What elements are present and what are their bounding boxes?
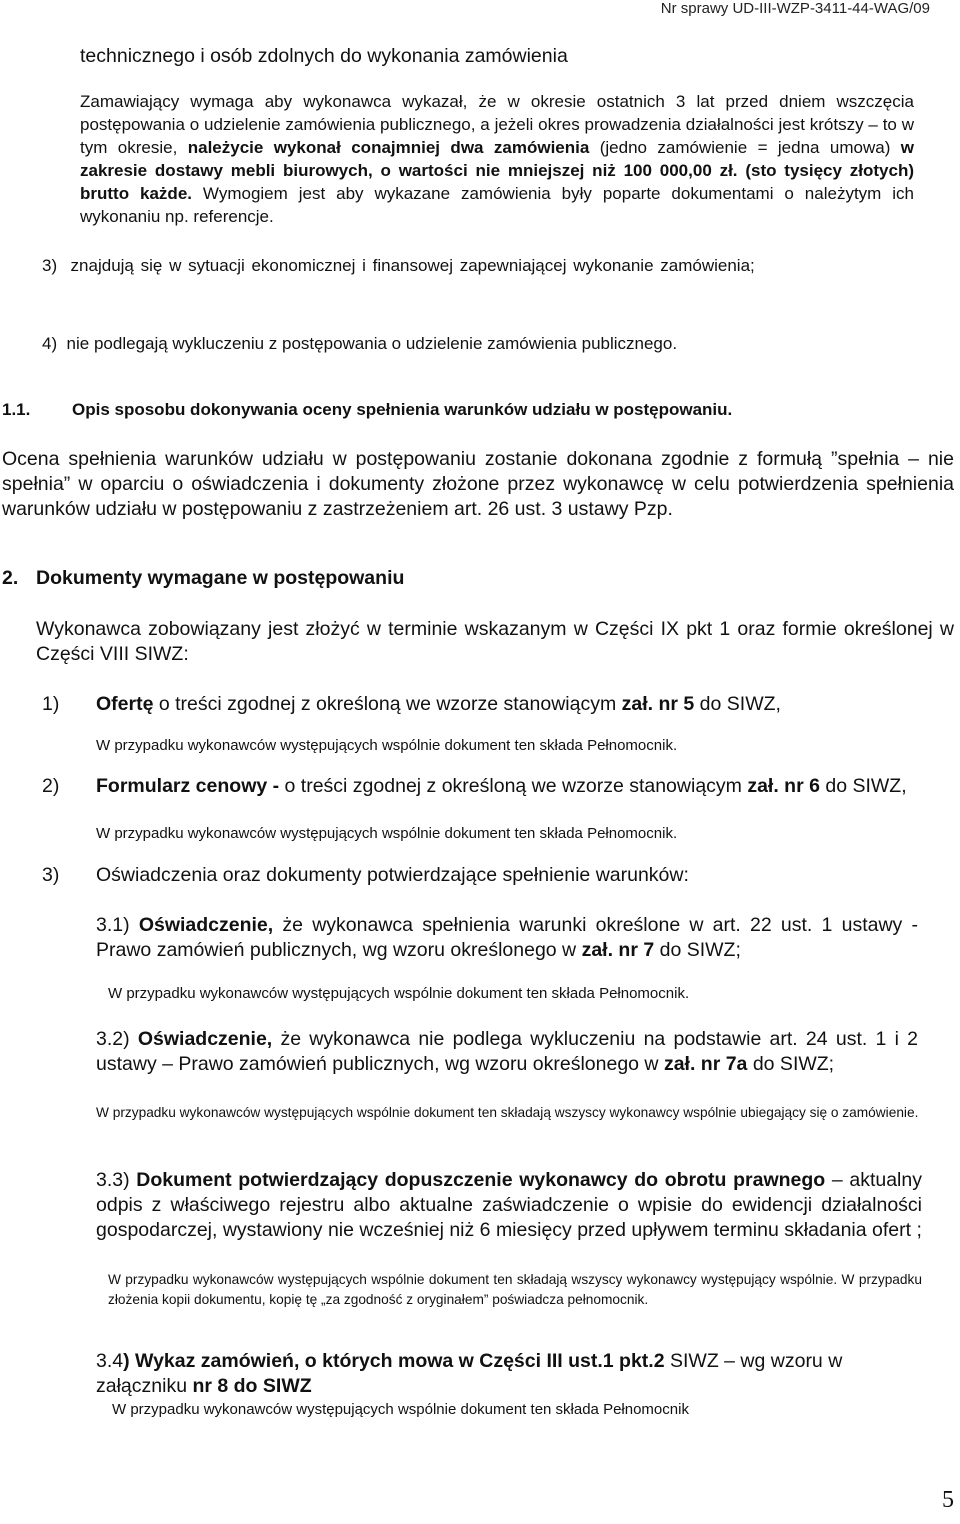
item-2-price-form	[96, 774, 926, 799]
subitem-3-2-bold: Oświadczenie,	[137, 1028, 273, 1050]
item-2-text: o treści zgodnej z określoną we wzorze stanowiącym	[279, 775, 748, 797]
subitem-3-2-text-end: do SIWZ;	[747, 1053, 835, 1075]
item-1-attachment: zał. nr 5	[621, 693, 695, 715]
item-1-note: W przypadku wykonawców występujących wspólnie dokument ten składa Pełnomocnik.	[96, 737, 678, 754]
evaluation-paragraph: Ocena spełnienia warunków udziału w postępowaniu zostanie dokonana zgodnie z formułą ”spełnia – nie spełnia” w oparciu o oświadczenia i dokumenty złożone przez wykonawcę w celu potwierdzenia spełnienia warunków udziału w postępowaniu z zastrzeżeniem art. 26 ust. 3 ustawy Pzp.	[2, 448, 954, 520]
condition-item-4: 4) nie podlegają wykluczeniu z postępowania o udzielenie zamówienia publicznego.	[42, 334, 678, 353]
documents-intro: Wykonawca zobowiązany jest złożyć w terminie wskazanym w Części IX pkt 1 oraz formie określonej w Części VIII SIWZ:	[36, 618, 954, 665]
subitem-3-4	[96, 1349, 922, 1399]
subitem-3-1-number: 3.1)	[96, 914, 130, 936]
subitem-3-1-bold: Oświadczenie,	[138, 914, 274, 936]
case-number-header: Nr sprawy UD-III-WZP-3411-44-WAG/09	[660, 0, 930, 17]
condition-item-3: 3) znajdują się w sytuacji ekonomicznej i finansowej zapewniającej wykonanie zamówienia;	[42, 256, 755, 275]
subitem-3-1-text-end: do SIWZ;	[654, 939, 741, 961]
subitem-3-2	[96, 1027, 918, 1077]
item-2-number: 2)	[42, 775, 60, 797]
para-text-1: Zamawiający wymaga aby wykonawca wykazał, że w okresie ostatnich 3 lat przed dniem wszczęcia postępowania o udzielenie zamówienia publicznego, a jeżeli okres prowadzenia działalności jest krótszy – to w tym okresie,	[80, 92, 914, 157]
subitem-3-2-attachment: zał. nr 7a	[663, 1053, 748, 1075]
section-1-1-title: Opis sposobu dokonywania oceny spełnienia warunków udziału w postępowaniu.	[72, 400, 733, 419]
para-text-2: (jedno zamówienie = jedna umowa)	[589, 138, 901, 157]
item-3-number: 3)	[42, 864, 60, 886]
subitem-3-4-attachment: nr 8 do SIWZ	[192, 1375, 312, 1397]
subitem-3-2-text: że wykonawca nie podlega wykluczeniu na podstawie art. 24 ust. 1 i 2 ustawy – Prawo zamówień publicznych, wg wzoru określonego w	[96, 1028, 918, 1075]
subitem-3-3-text: – aktualny odpis z właściwego rejestru albo aktualne zaświadczenie o wpisie do ewidencji działalności gospodarczej, wystawiony nie wcześniej niż 6 miesięcy przed upływem terminu składania ofert ;	[96, 1169, 922, 1241]
item-2-bold: Formularz cenowy -	[96, 775, 280, 797]
item-3-text: Oświadczenia oraz dokumenty potwierdzające spełnienie warunków:	[96, 864, 689, 886]
para-bold-1: należycie wykonał conajmniej dwa zamówienia	[187, 138, 590, 157]
page-number: 5	[942, 1487, 954, 1513]
subitem-3-1-attachment: zał. nr 7	[581, 939, 655, 961]
item-1-number: 1)	[42, 693, 60, 715]
subitem-3-3-bold: Dokument potwierdzający dopuszczenie wykonawcy do obrotu prawnego	[136, 1169, 826, 1191]
para-text-3: Wymogiem jest aby wykazane zamówienia były poparte dokumentami o należytym ich wykonaniu np. referencje.	[80, 184, 914, 226]
subitem-3-1	[96, 913, 918, 963]
subitem-3-3-note: W przypadku wykonawców występujących wspólnie dokument ten składają wszyscy wykonawcy występujący wspólnie. W przypadku złożenia kopii dokumentu, kopię tę „za zgodność z oryginałem” poświadcza pełnomocnik.	[108, 1272, 922, 1307]
requirement-paragraph	[80, 90, 914, 228]
item-1-text: o treści zgodnej z określoną we wzorze stanowiącym	[153, 693, 622, 715]
item-1-text-end: do SIWZ,	[694, 693, 781, 715]
item-1-bold: Ofertę	[96, 693, 154, 715]
subitem-3-1-note: W przypadku wykonawców występujących wspólnie dokument ten składa Pełnomocnik.	[108, 985, 690, 1002]
item-2-text-end: do SIWZ,	[819, 775, 907, 797]
para-bold-2: w zakresie dostawy mebli biurowych, o wartości nie mniejszej niż 100 000,00 zł. (sto tysięcy złotych) brutto każde.	[80, 138, 915, 203]
item-2-note: W przypadku wykonawców występujących wspólnie dokument ten składa Pełnomocnik.	[96, 825, 678, 842]
section-2-title: Dokumenty wymagane w postępowaniu	[36, 567, 405, 589]
section-1-1-number: 1.1.	[2, 400, 31, 419]
heading-continuation: technicznego i osób zdolnych do wykonania zamówienia	[80, 45, 568, 67]
subitem-3-4-note: W przypadku wykonawców występujących wspólnie dokument ten składa Pełnomocnik	[112, 1401, 689, 1418]
section-2-number: 2.	[2, 567, 19, 589]
item-2-attachment: zał. nr 6	[747, 775, 820, 797]
subitem-3-1-text: że wykonawca spełnienia warunki określone w art. 22 ust. 1 ustawy - Prawo zamówień publicznych, wg wzoru określonego w	[96, 914, 918, 961]
subitem-3-2-note: W przypadku wykonawców występujących wspólnie dokument ten składają wszyscy wykonawcy wspólnie ubiegający się o zamówienie.	[96, 1105, 919, 1120]
subitem-3-3-number: 3.3)	[96, 1169, 130, 1191]
subitem-3-3	[96, 1168, 922, 1243]
item-1-offer	[96, 692, 956, 717]
subitem-3-2-number: 3.2)	[96, 1028, 130, 1050]
subitem-3-4-number: 3.4	[96, 1350, 124, 1372]
subitem-3-4-text: SIWZ – wg wzoru w załączniku	[96, 1350, 843, 1397]
subitem-3-4-bold: ) Wykaz zamówień, o których mowa w Części III ust.1 pkt.2	[123, 1350, 665, 1372]
